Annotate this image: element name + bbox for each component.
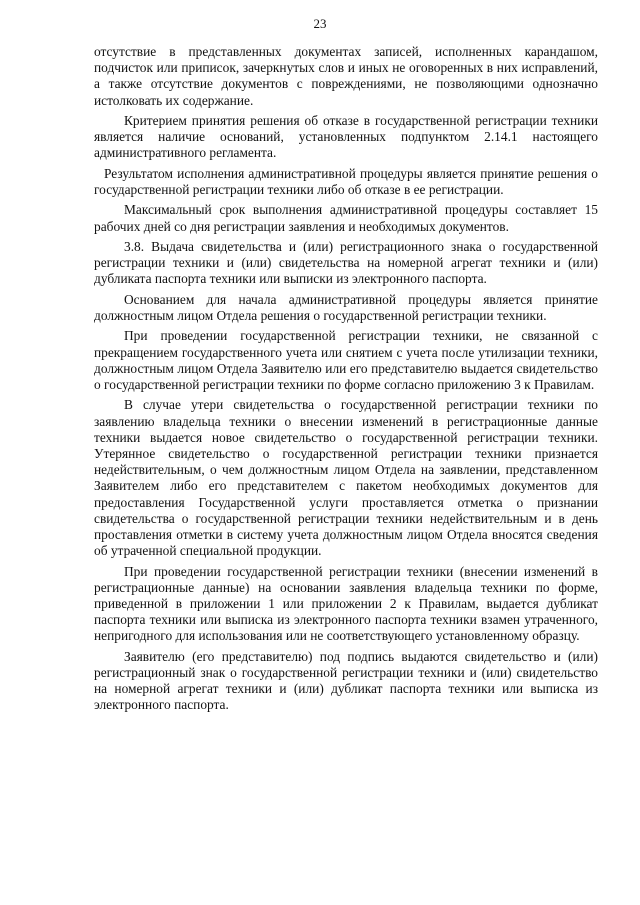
section-heading-3-8: 3.8. Выдача свидетельства и (или) регистрационного знака о государственной регистрации техники и (или) свидетельства на номерной агрегат техники и (или) дубликата паспорта техники или выписки из электронного паспорта. [94,238,598,287]
paragraph-document-defects: отсутствие в представленных документах записей, исполненных карандашом, подчисток или приписок, зачеркнутых слов и иных не оговоренных в них исправлений, а также отсутствие документов с повреждениями, не позволяющими однозначно истолковать их содержание. [94,44,598,108]
paragraph-procedure-result: Результатом исполнения административной процедуры является принятие решения о государственной регистрации техники либо об отказе в ее регистрации. [94,165,598,197]
paragraph-issuance-under-signature: Заявителю (его представителю) под подпись выдаются свидетельство и (или) регистрационный знак о государственной регистрации техники и (или) свидетельство на номерной агрегат техники и (или) дубликат паспорта техники или выписка из электронного паспорта. [94,648,598,713]
page-number: 23 [313,16,327,31]
paragraph-lost-certificate: В случае утери свидетельства о государственной регистрации техники по заявлению владельца техники о внесении изменений в регистрационные данные техники выдается новое свидетельство о государственной регистрации техники. Утерянное свидетельство о государственной регистрации техники признается недействительным, о чем должностным лицом Отдела на заявлении, представленном Заявителем либо его представителем с пакетом необходимых документов для предоставления Государственной услуги проставляется отметка о признании свидетельства о государственной регистрации техники недействительным и в день проставления отметки в систему учета должностным лицом Отдела вносятся сведения об утраченной специальной продукции. [94,397,598,559]
paragraph-max-duration: Максимальный срок выполнения административной процедуры составляет 15 рабочих дней со дня регистрации заявления и необходимых документов. [94,202,598,234]
paragraph-refusal-criterion: Критерием принятия решения об отказе в государственной регистрации техники является наличие оснований, установленных подпунктом 2.14.1 настоящего административного регламента. [94,113,598,161]
document-body [94,44,598,718]
paragraph-procedure-basis: Основанием для начала административной процедуры является принятие должностным лицом Отдела решения о государственной регистрации техники. [94,291,598,323]
paragraph-certificate-issuance: При проведении государственной регистрации техники, не связанной с прекращением государственного учета или снятием с учета после утилизации техники, должностным лицом Отдела Заявителю или его представителю выдается свидетельство о государственной регистрации техники по форме согласно приложению 3 к Правилам. [94,328,598,392]
paragraph-duplicate-passport: При проведении государственной регистрации техники (внесении изменений в регистрационные данные) на основании заявления владельца техники по форме, приведенной в приложении 1 или приложении 2 к Правилам, выдается дубликат паспорта техники или выписка из электронного паспорта техники взамен утраченного, непригодного для использования или не соответствующего установленному образцу. [94,563,598,644]
